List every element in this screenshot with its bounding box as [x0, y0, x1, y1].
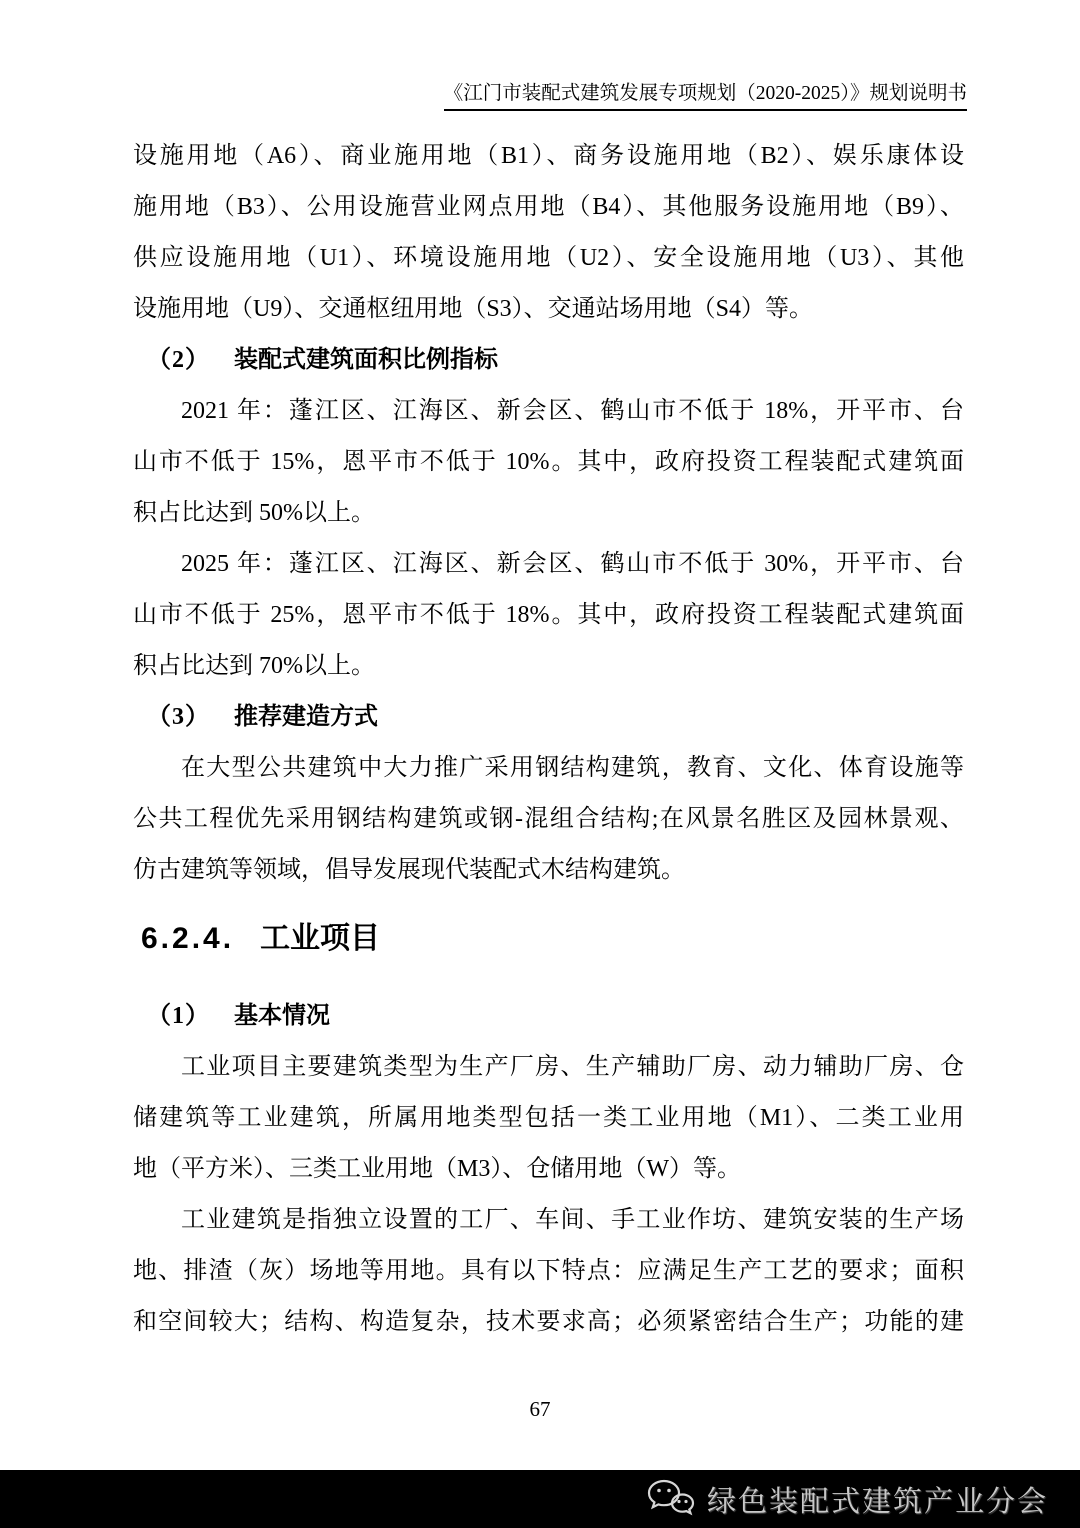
body-line: 2025 年：蓬江区、江海区、新会区、鹤山市不低于 30%，开平市、台: [181, 551, 964, 577]
body-line: 2021 年：蓬江区、江海区、新会区、鹤山市不低于 18%，开平市、台: [181, 398, 964, 424]
body-line: 在大型公共建筑中大力推广采用钢结构建筑，教育、文化、体育设施等: [181, 755, 964, 781]
body-line: 供应设施用地（U1）、环境设施用地（U2）、安全设施用地（U3）、其他: [133, 245, 964, 271]
subheading-label: 推荐建造方式: [234, 704, 378, 730]
paragraph-2021-targets: [133, 386, 964, 539]
subheading-number: （2）: [147, 347, 210, 373]
subheading-label: 装配式建筑面积比例指标: [234, 347, 498, 373]
body-line: 工业项目主要建筑类型为生产厂房、生产辅助厂房、动力辅助厂房、仓: [181, 1054, 964, 1080]
paragraph-industrial-definition: [133, 1195, 964, 1348]
body-line: 地、排渣（灰）场地等用地。具有以下特点：应满足生产工艺的要求；面积: [133, 1258, 964, 1284]
section-number: 6.2.4.: [141, 922, 235, 955]
paragraph-industrial-types: [133, 1042, 964, 1195]
wechat-icon: [647, 1477, 695, 1521]
body-line: 山市不低于 15%，恩平市不低于 10%。其中，政府投资工程装配式建筑面: [133, 449, 964, 475]
body-line: 公共工程优先采用钢结构建筑或钢-混组合结构;在风景名胜区及园林景观、: [133, 806, 964, 832]
paragraph-land-use: [133, 131, 964, 335]
body-line: 设施用地（U9）、交通枢纽用地（S3）、交通站场用地（S4）等。: [133, 296, 814, 322]
body-line: 地（平方米）、三类工业用地（M3）、仓储用地（W）等。: [133, 1156, 741, 1182]
body-line: 施用地（B3）、公用设施营业网点用地（B4）、其他服务设施用地（B9）、: [133, 194, 964, 220]
footer-logo-text: 绿色装配式建筑产业分会: [706, 1485, 1048, 1518]
subheading-recommended-method: [133, 692, 964, 743]
subheading-number: （3）: [147, 704, 210, 730]
body-line: 工业建筑是指独立设置的工厂、车间、手工业作坊、建筑安装的生产场: [181, 1207, 964, 1233]
document-body: [133, 131, 964, 1348]
body-line: 和空间较大；结构、构造复杂，技术要求高；必须紧密结合生产；功能的建: [133, 1309, 964, 1335]
section-heading-industrial-projects: [141, 917, 964, 961]
footer-bar: [0, 1470, 1080, 1528]
body-line: 积占比达到 50%以上。: [133, 500, 375, 526]
subheading-label: 基本情况: [234, 1003, 330, 1029]
subheading-area-ratio: [133, 335, 964, 386]
body-line: 仿古建筑等领域，倡导发展现代装配式木结构建筑。: [133, 857, 685, 883]
page-number: 67: [529, 1397, 551, 1421]
body-line: 储建筑等工业建筑，所属用地类型包括一类工业用地（M1）、二类工业用: [133, 1105, 964, 1131]
doc-header: [444, 82, 967, 106]
subheading-basic-situation: [133, 991, 964, 1042]
paragraph-2025-targets: [133, 539, 964, 692]
doc-header-title: 《江门市装配式建筑发展专项规划（2020-2025）》规划说明书: [444, 83, 967, 111]
body-line: 山市不低于 25%，恩平市不低于 18%。其中，政府投资工程装配式建筑面: [133, 602, 964, 628]
subheading-number: （1）: [147, 1003, 210, 1029]
section-label: 工业项目: [260, 922, 381, 955]
body-line: 积占比达到 70%以上。: [133, 653, 375, 679]
body-line: 设施用地（A6）、商业施用地（B1）、商务设施用地（B2）、娱乐康体设: [133, 143, 964, 169]
paragraph-construction-method: [133, 743, 964, 896]
